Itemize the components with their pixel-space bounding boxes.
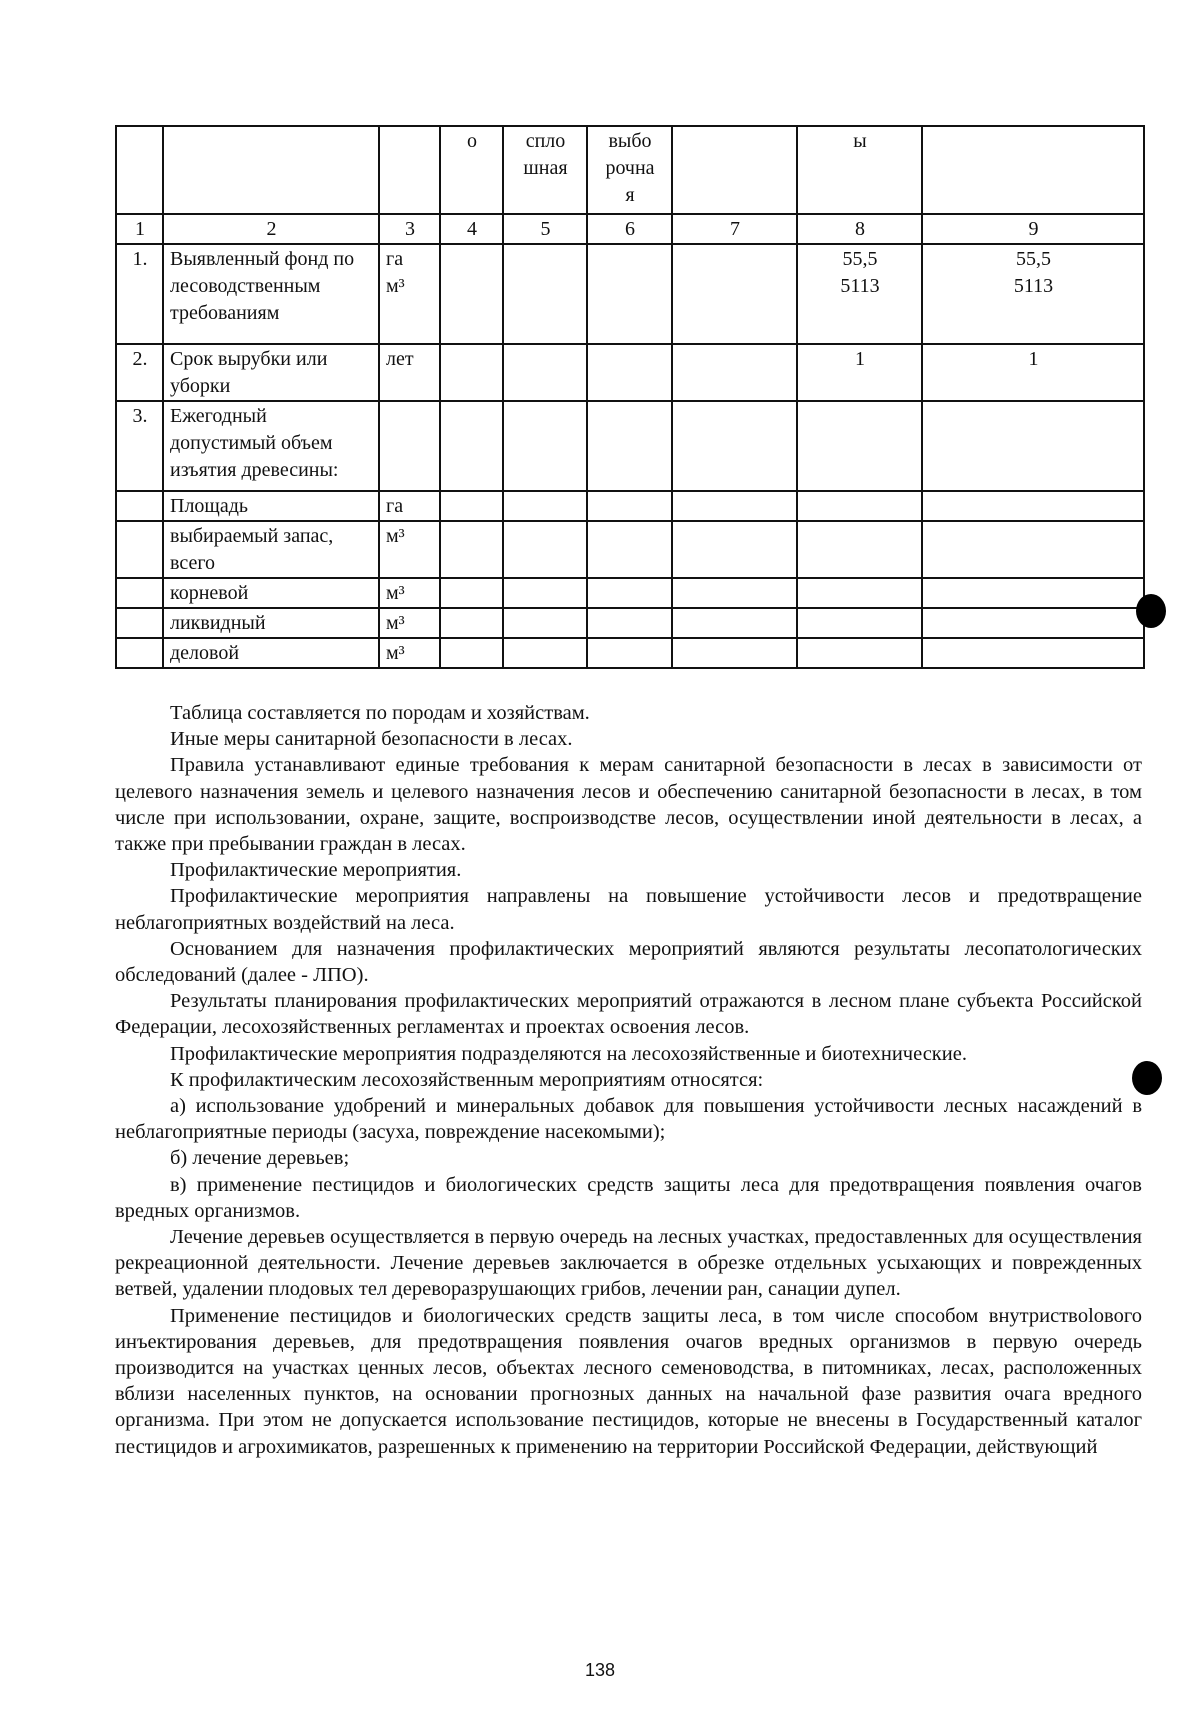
paragraph: Профилактические мероприятия. — [170, 859, 462, 882]
cell-empty — [503, 244, 587, 344]
row-name: Срок вырубки или уборки — [163, 344, 379, 401]
column-number: 5 — [503, 214, 587, 244]
table-row — [116, 244, 1144, 344]
cell-col9 — [922, 608, 1144, 638]
row-number — [116, 638, 163, 668]
header-cell: спло шная — [503, 126, 587, 214]
cell-empty — [587, 491, 672, 521]
table-row — [116, 344, 1144, 401]
ink-blot-mark — [1132, 1061, 1162, 1095]
row-number — [116, 608, 163, 638]
cell-empty — [587, 608, 672, 638]
paragraph: в) применение пестицидов и биологических средств защиты леса для предотвращения появления очагов вредных организмов. — [115, 1173, 1142, 1222]
cell-empty — [440, 638, 503, 668]
ink-blot-mark — [1136, 594, 1166, 628]
header-cell — [922, 126, 1144, 214]
cell-col8 — [797, 491, 922, 521]
body-text — [115, 700, 1142, 1460]
paragraph: Правила устанавливают единые требования к мерам санитарной безопасности в лесах в зависимости от целевого назначения земель и целевого назначения лесов и обеспечению санитарной безопасности в лесах, в том числе при использовании, охране, защите, воспроизводстве лесов, осуществлении иной деятельности в лесах, а также при пребывании граждан в лесах. — [115, 754, 1142, 856]
cell-col9: 1 — [922, 344, 1144, 401]
cell-empty — [503, 344, 587, 401]
cell-empty — [672, 491, 797, 521]
header-cell — [379, 126, 440, 214]
cell-col9: 55,5 5113 — [922, 244, 1144, 344]
header-cell: выбо рочна я — [587, 126, 672, 214]
cell-empty — [440, 578, 503, 608]
cell-col8 — [797, 578, 922, 608]
row-unit: м³ — [379, 578, 440, 608]
cell-empty — [672, 344, 797, 401]
row-number — [116, 491, 163, 521]
row-unit: га — [379, 491, 440, 521]
header-cell — [163, 126, 379, 214]
paragraph: Лечение деревьев осуществляется в первую очередь на лесных участках, предоставленных для осуществления рекреационной деятельности. Лечение деревьев заключается в обрезке отдельных усыхающих и поврежденных ветвей, удалении плодовых тел дереворазрушающих грибов, лечении ран, санации дупел. — [115, 1226, 1142, 1301]
cell-empty — [503, 521, 587, 578]
cell-col8 — [797, 638, 922, 668]
row-unit: м³ — [379, 521, 440, 578]
cell-col8 — [797, 521, 922, 578]
paragraph: Применение пестицидов и биологических средств защиты леса, в том числе способом внутриствolового инъектирования деревьев, для предотвращения появления очагов вредных организмов в первую очередь производится на участках ценных лесов, объектах лесного семеноводства, в питомниках, лесах, расположенных вблизи населенных пунктов, на основании прогнозных данных на начальной фазе развития очага вредного организма. При этом не допускается использование пестицидов, которые не внесены в Государственный каталог пестицидов и агрохимикатов, разрешенных к применению на территории Российской Федерации, действующий — [115, 1304, 1142, 1458]
cell-empty — [672, 521, 797, 578]
row-unit: м³ — [379, 608, 440, 638]
paragraph: К профилактическим лесохозяйственным мероприятиям относятся: — [170, 1068, 764, 1091]
paragraph: а) использование удобрений и минеральных добавок для повышения устойчивости лесных насаждений в неблагоприятные периоды (засуха, повреждение насекомыми); — [115, 1095, 1142, 1144]
row-name: Выявленный фонд по лесоводственным требованиям — [163, 244, 379, 344]
column-number: 8 — [797, 214, 922, 244]
row-name: деловой — [163, 638, 379, 668]
table-row — [116, 491, 1144, 521]
cell-empty — [503, 491, 587, 521]
cell-empty — [672, 638, 797, 668]
cell-empty — [503, 608, 587, 638]
column-number: 7 — [672, 214, 797, 244]
cell-col8 — [797, 608, 922, 638]
header-cell — [116, 126, 163, 214]
cell-col9 — [922, 521, 1144, 578]
row-number: 1. — [116, 244, 163, 344]
column-number: 6 — [587, 214, 672, 244]
table-row — [116, 401, 1144, 491]
table-row — [116, 638, 1144, 668]
cell-empty — [587, 401, 672, 491]
cell-empty — [503, 578, 587, 608]
cell-col9 — [922, 638, 1144, 668]
row-name: Ежегодный допустимый объем изъятия древесины: — [163, 401, 379, 491]
row-name: ликвидный — [163, 608, 379, 638]
cell-empty — [440, 244, 503, 344]
cell-col8: 1 — [797, 344, 922, 401]
cell-empty — [440, 401, 503, 491]
column-number: 9 — [922, 214, 1144, 244]
cell-empty — [587, 578, 672, 608]
cell-empty — [440, 491, 503, 521]
paragraph: Профилактические мероприятия подразделяются на лесохозяйственные и биотехнические. — [170, 1042, 967, 1065]
column-number: 3 — [379, 214, 440, 244]
row-name: Площадь — [163, 491, 379, 521]
cell-empty — [587, 344, 672, 401]
cell-empty — [440, 521, 503, 578]
cell-empty — [672, 578, 797, 608]
cell-empty — [672, 608, 797, 638]
cell-col8 — [797, 401, 922, 491]
cell-empty — [440, 608, 503, 638]
row-unit — [379, 401, 440, 491]
column-number: 1 — [116, 214, 163, 244]
column-number: 4 — [440, 214, 503, 244]
table-row — [116, 521, 1144, 578]
table-row — [116, 608, 1144, 638]
row-name: выбираемый запас, всего — [163, 521, 379, 578]
cell-empty — [672, 401, 797, 491]
row-unit: м³ — [379, 638, 440, 668]
cell-empty — [440, 344, 503, 401]
cell-empty — [503, 638, 587, 668]
header-cell: ы — [797, 126, 922, 214]
cell-empty — [587, 638, 672, 668]
table-header-row — [116, 126, 1144, 214]
row-unit: га м³ — [379, 244, 440, 344]
paragraph: Основанием для назначения профилактических мероприятий являются результаты лесопатологических обследований (далее - ЛПО). — [115, 937, 1142, 987]
row-number — [116, 578, 163, 608]
header-cell — [672, 126, 797, 214]
paragraph: Иные меры санитарной безопасности в лесах. — [170, 728, 573, 751]
cell-empty — [587, 244, 672, 344]
column-number-row — [116, 214, 1144, 244]
cell-col8: 55,5 5113 — [797, 244, 922, 344]
table-row — [116, 578, 1144, 608]
cell-empty — [503, 401, 587, 491]
paragraph: Результаты планирования профилактических мероприятий отражаются в лесном плане субъекта Российской Федерации, лесохозяйственных регламентах и проектах освоения лесов. — [115, 990, 1142, 1039]
row-name: корневой — [163, 578, 379, 608]
row-unit: лет — [379, 344, 440, 401]
table-body — [116, 126, 1144, 668]
cell-col9 — [922, 491, 1144, 521]
header-cell: о — [440, 126, 503, 214]
row-number — [116, 521, 163, 578]
row-number: 3. — [116, 401, 163, 491]
cell-col9 — [922, 401, 1144, 491]
cell-col9 — [922, 578, 1144, 608]
paragraph: Таблица составляется по породам и хозяйствам. — [170, 702, 590, 724]
cell-empty — [672, 244, 797, 344]
column-number: 2 — [163, 214, 379, 244]
page-number: 138 — [584, 1660, 616, 1680]
data-table — [115, 125, 1145, 669]
cell-empty — [587, 521, 672, 578]
row-number: 2. — [116, 344, 163, 401]
paragraph: Профилактические мероприятия направлены на повышение устойчивости лесов и предотвращение неблагоприятных воздействий на леса. — [115, 885, 1142, 934]
paragraph: б) лечение деревьев; — [170, 1147, 350, 1170]
